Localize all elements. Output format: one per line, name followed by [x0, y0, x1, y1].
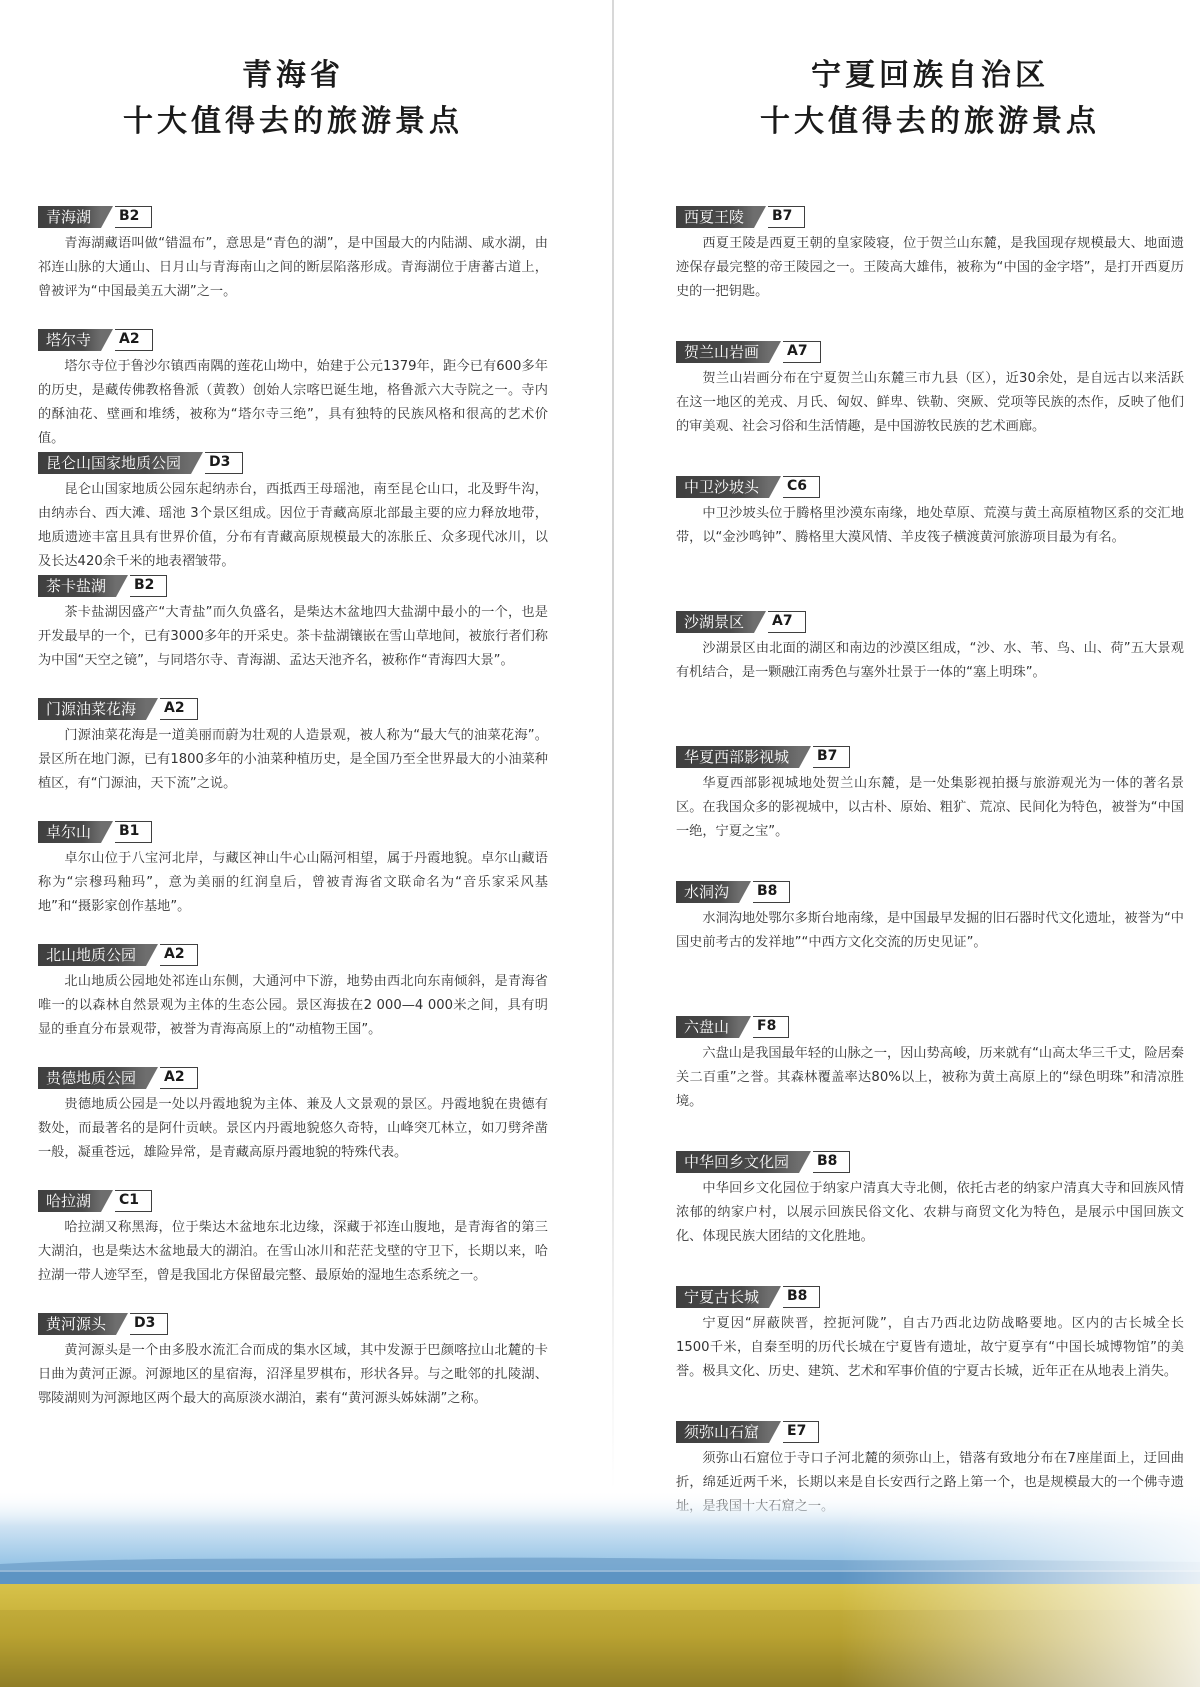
map-grid-code: A2: [160, 1067, 198, 1089]
attraction-entry: [38, 575, 548, 698]
attraction-name: 贺兰山岩画: [676, 341, 769, 363]
attraction-entry: [676, 1286, 1184, 1421]
attraction-description: 西夏王陵是西夏王朝的皇家陵寝，位于贺兰山东麓，是我国现存规模最大、地面遗迹保存最完整的帝王陵园之一。王陵高大雄伟，被称为“中国的金字塔”，是打开西夏历史的一把钥匙。: [676, 236, 1184, 299]
attraction-entry: [676, 206, 1184, 341]
attraction-name: 西夏王陵: [676, 206, 754, 228]
attraction-name: 青海湖: [38, 206, 101, 228]
attraction-entry: [676, 1016, 1184, 1151]
attraction-description: 卓尔山位于八宝河北岸，与藏区神山牛心山隔河相望，属于丹霞地貌。卓尔山藏语称为“宗穆玛釉玛”，意为美丽的红润皇后，曾被青海省文联命名为“音乐家采风基地”和“摄影家创作基地”。: [38, 851, 548, 914]
attraction-entry: [38, 944, 548, 1067]
attraction-name: 门源油菜花海: [38, 698, 146, 720]
map-grid-code: C1: [115, 1190, 152, 1212]
attraction-entry: [676, 341, 1184, 476]
map-grid-code: D3: [205, 452, 243, 474]
attraction-description: 水洞沟地处鄂尔多斯台地南缘，是中国最早发掘的旧石器时代文化遗址，被誉为“中国史前考古的发祥地”“中西方文化交流的历史见证”。: [676, 911, 1184, 950]
attraction-entry: [676, 881, 1184, 1016]
attraction-description: 须弥山石窟位于寺口子河北麓的须弥山上，错落有致地分布在7座崖面上，迂回曲折，绵延近两千米，长期以来是自长安西行之路上第一个，也是规模最大的一个佛寺遗: [676, 1451, 1184, 1490]
qinghai-title: 青海省: [242, 58, 344, 93]
attraction-name: 水洞沟: [676, 881, 739, 903]
attraction-name: 六盘山: [676, 1016, 739, 1038]
map-grid-code: A7: [783, 341, 821, 363]
attraction-entry: [676, 746, 1184, 881]
map-grid-code: B2: [130, 575, 167, 597]
attraction-entry: [676, 611, 1184, 746]
attraction-entry: [38, 1313, 548, 1436]
attraction-description: 哈拉湖又称黑海，位于柴达木盆地东北边缘，深藏于祁连山腹地，是青海省的第三大湖泊，也是柴达木盆地最大的湖泊。在雪山冰川和茫茫戈壁的守卫下，长期以来，哈拉湖一带人迹罕至，曾是我国北方保留最完整、最原始的湿地生态系统之一。: [38, 1220, 548, 1283]
attraction-entry: [38, 821, 548, 944]
attraction-description: 门源油菜花海是一道美丽而蔚为壮观的人造景观，被人称为“最大气的油菜花海”。景区所在地门源，已有1800多年的小油菜种植历史，是全国乃至全世界最大的小油菜种植区，有“门源油，天下流”之说。: [38, 728, 548, 791]
map-grid-code: C6: [783, 476, 820, 498]
attraction-name: 中卫沙坡头: [676, 476, 769, 498]
map-grid-code: B2: [115, 206, 152, 228]
attraction-description: 昆仑山国家地质公园东起纳赤台，西抵西王母瑶池，南至昆仑山口，北及野牛沟，由纳赤台、西大滩、瑶池 3个景区组成。因位于青藏高原北部最主要的应力释放地带，地质遗迹丰富且具有世界价值，分布有青藏高原规模最大的冻胀丘、众多现代冰川，以及长达420余千米的地表褶皱带。: [38, 482, 548, 569]
attraction-description: 塔尔寺位于鲁沙尔镇西南隅的莲花山坳中，始建于公元1379年，距今已有600多年的历史，是藏传佛教格鲁派（黄教）创始人宗喀巴诞生地，格鲁派六大寺院之一。寺内的酥油花、壁画和堆绣，被称为“塔尔寺三绝”，具有独特的民族风格和很高的艺术价值。: [38, 359, 548, 446]
attraction-description: 华夏西部影视城地处贺兰山东麓，是一处集影视拍摄与旅游观光为一体的著名景区。在我国众多的影视城中，以古朴、原始、粗犷、荒凉、民间化为特色，被誉为“中国一绝，宁夏之宝”。: [676, 776, 1184, 839]
attraction-name: 沙湖景区: [676, 611, 754, 633]
attraction-description: 茶卡盐湖因盛产“大青盐”而久负盛名，是柴达木盆地四大盐湖中最小的一个，也是开发最早的一个，已有3000多年的开采史。茶卡盐湖镶嵌在雪山草地间，被旅行者们称为中国“天空之镜”，与同塔尔寺、青海湖、孟达天池齐名，被称作“青海四大景”。: [38, 605, 548, 668]
right-fade: [0, 1490, 1200, 1687]
rapeseed-field-landscape: [0, 1490, 1200, 1687]
attraction-name: 北山地质公园: [38, 944, 146, 966]
page-divider: [612, 0, 614, 1490]
attraction-entry: [38, 452, 548, 575]
attraction-entry: [676, 1151, 1184, 1286]
attraction-name: 须弥山石窟: [676, 1421, 769, 1443]
attraction-name: 茶卡盐湖: [38, 575, 116, 597]
attraction-description: 中卫沙坡头位于腾格里沙漠东南缘，地处草原、荒漠与黄土高原植物区系的交汇地带，以“金沙鸣钟”、腾格里大漠风情、羊皮筏子横渡黄河旅游项目最为有名。: [676, 506, 1184, 545]
attraction-description: 黄河源头是一个由多股水流汇合而成的集水区域，其中发源于巴颜喀拉山北麓的卡日曲为黄河正源。河源地区的星宿海，沼泽星罗棋布，形状各异。与之毗邻的扎陵湖、鄂陵湖则为河源地区两个最大的高原淡水湖泊，素有“黄河源头姊妹湖”之称。: [38, 1343, 548, 1406]
attraction-name: 塔尔寺: [38, 329, 101, 351]
map-grid-code: A2: [160, 944, 198, 966]
attraction-description: 中华回乡文化园位于纳家户清真大寺北侧，依托古老的纳家户清真大寺和回族风情浓郁的纳家户村，以展示回族民俗文化、农耕与商贸文化为特色，是展示中国回族文化、体现民族大团结的文化胜地。: [676, 1181, 1184, 1244]
attraction-name: 贵德地质公园: [38, 1067, 146, 1089]
ningxia-title: 宁夏回族自治区: [811, 58, 1049, 93]
map-grid-code: A7: [768, 611, 806, 633]
attraction-entry: [676, 476, 1184, 611]
attraction-name: 哈拉湖: [38, 1190, 101, 1212]
attraction-description: 六盘山是我国最年轻的山脉之一，因山势高峻，历来就有“山高太华三千丈，险居秦关二百重”之誉。其森林覆盖率达80%以上，被称为黄土高原上的“绿色明珠”和清凉胜境。: [676, 1046, 1184, 1109]
map-grid-code: D3: [130, 1313, 168, 1335]
map-grid-code: B8: [813, 1151, 850, 1173]
attraction-description: 贺兰山岩画分布在宁夏贺兰山东麓三市九县（区），近30余处，是自远古以来活跃在这一地区的羌戎、月氏、匈奴、鲜卑、铁勒、突厥、党项等民族的杰作，反映了他们的审美观、社会习俗和生活情趣，是中国游牧民族的艺术画廊。: [676, 371, 1184, 434]
ningxia-subtitle: 十大值得去的旅游景点: [760, 104, 1100, 139]
attraction-entry: [38, 206, 548, 329]
attraction-description: 青海湖藏语叫做“错温布”，意思是“青色的湖”，是中国最大的内陆湖、咸水湖，由祁连山脉的大通山、日月山与青海南山之间的断层陷落形成。青海湖位于唐蕃古道上，曾被评为“中国最美五大湖”之一。: [38, 236, 548, 299]
map-grid-code: B7: [813, 746, 850, 768]
attraction-description: 北山地质公园地处祁连山东侧，大通河中下游，地势由西北向东南倾斜，是青海省唯一的以森林自然景观为主体的生态公园。景区海拔在2 000—4 000米之间，具有明显的垂直分布景观带，被誉为青海高原上的“动植物王国”。: [38, 974, 548, 1037]
map-grid-code: A2: [160, 698, 198, 720]
attraction-description: 宁夏因“屏蔽陕晋，控扼河陇”，自古乃西北边防战略要地。区内的古长城全长1500千米，自秦至明的历代长城在宁夏皆有遗址，故宁夏享有“中国长城博物馆”的美誉。极具文化、历史、建筑、艺术和军事价值的宁夏古长城，近年正在从地表上消失。: [676, 1316, 1184, 1379]
map-grid-code: B8: [753, 881, 790, 903]
attraction-name: 黄河源头: [38, 1313, 116, 1335]
map-grid-code: B8: [783, 1286, 820, 1308]
attraction-name: 昆仑山国家地质公园: [38, 452, 191, 474]
map-grid-code: F8: [753, 1016, 789, 1038]
attraction-name: 宁夏古长城: [676, 1286, 769, 1308]
attraction-description: 沙湖景区由北面的湖区和南边的沙漠区组成，“沙、水、苇、鸟、山、荷”五大景观有机结合，是一颗融江南秀色与塞外壮景于一体的“塞上明珠”。: [676, 641, 1184, 680]
attraction-description: 贵德地质公园是一处以丹霞地貌为主体、兼及人文景观的景区。丹霞地貌在贵德有数处，而最著名的是阿什贡峡。景区内丹霞地貌悠久奇特，山峰突兀林立，如刀劈斧凿一般，凝重苍远，雄险异常，是青藏高原丹霞地貌的特殊代表。: [38, 1097, 548, 1160]
attraction-entry: [38, 1067, 548, 1190]
attraction-name: 华夏西部影视城: [676, 746, 799, 768]
attraction-entry: [38, 329, 548, 452]
map-grid-code: B1: [115, 821, 152, 843]
attraction-name: 卓尔山: [38, 821, 101, 843]
attraction-entry: [38, 1190, 548, 1313]
map-grid-code: E7: [783, 1421, 819, 1443]
map-grid-code: B7: [768, 206, 805, 228]
attraction-entry: [38, 698, 548, 821]
map-grid-code: A2: [115, 329, 153, 351]
attraction-name: 中华回乡文化园: [676, 1151, 799, 1173]
qinghai-subtitle: 十大值得去的旅游景点: [123, 104, 463, 139]
ningxia-entry-list: [676, 206, 1184, 1556]
qinghai-entry-list: [38, 206, 548, 1436]
